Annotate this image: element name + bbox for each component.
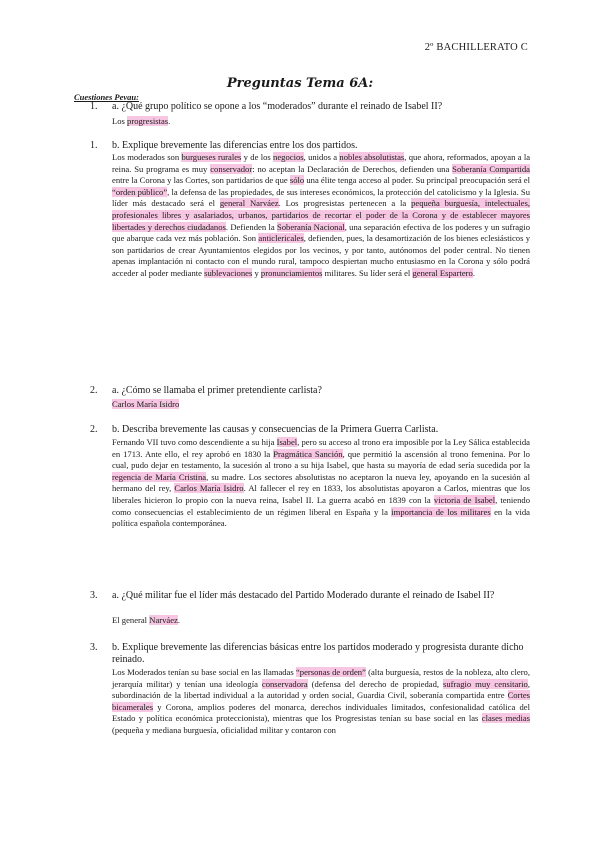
highlighted-text: regencia de María Cristina	[112, 471, 207, 482]
question-1a	[90, 101, 530, 113]
question-number: 2.	[90, 424, 98, 435]
highlighted-text: Carlos María Isidro	[112, 399, 180, 409]
answer-text: y	[252, 267, 261, 278]
question-1b	[90, 140, 530, 152]
answer-3a	[112, 615, 530, 627]
question-2b	[90, 424, 530, 436]
highlighted-text: conservadora	[261, 678, 308, 689]
highlighted-text: “personas de orden”	[295, 667, 366, 677]
answer-text: .	[177, 615, 181, 625]
answer-text: , defienden, pues, la desamortización de los bienes eclesiásticos y son partidarios de crear Ayuntamientos elegidos por los vecinos, y por tanto, autónomos del poder central. No tienen apenas implantación ni contacto con el mundo rural, tampoco despiertan mucho entusiasmo en la Corona y sólo podrá acceder al poder mediante	[112, 233, 531, 278]
answer-text: : no aceptan la Declaración de Derechos, defienden una	[252, 163, 453, 174]
answer-text: , pero su acceso al trono era imposible por la Ley Sálica establecida en 1713. Ante ello, el rey aprobó en 1830 la	[112, 437, 530, 459]
answer-1b	[112, 152, 530, 280]
highlighted-text: Carlos María Isidro	[174, 483, 244, 494]
highlighted-text: general Espartero	[412, 267, 473, 278]
highlighted-text: pequeña burguesía, intelectuales, profesionales libres y asalariados, urbanos, partidarios de recortar el poder de la Corona y de establecer mayores libertades y derechos ciudadanos	[112, 198, 530, 232]
answer-2b	[112, 437, 530, 530]
highlighted-text: negocios	[273, 152, 304, 162]
highlighted-text: anticlericales	[258, 233, 304, 244]
question-number: 1.	[90, 101, 98, 112]
answer-text: . Defienden la	[225, 221, 277, 232]
highlighted-text: general Narváez	[219, 198, 279, 209]
question-number: 3.	[90, 642, 98, 653]
answer-text: y de los	[241, 152, 274, 162]
highlighted-text: burgueses rurales	[181, 152, 242, 162]
highlighted-text: “orden público”	[112, 186, 168, 197]
answer-text: , unidos a	[303, 152, 340, 162]
answer-text: .	[168, 116, 171, 126]
highlighted-text: Soberanía Nacional	[276, 221, 345, 232]
answer-text: en la vida política española contemporánea.	[112, 506, 530, 529]
question-text: a. ¿Qué militar fue el líder más destacado del Partido Moderado durante el reinado de Isabel II?	[112, 590, 495, 601]
answer-3b	[112, 667, 530, 737]
answer-text: , teniendo como consecuencias el establecimiento de un régimen liberal en España y la	[112, 494, 530, 517]
highlighted-text: Narváez	[149, 615, 178, 625]
highlighted-text: sólo	[289, 175, 305, 186]
question-3b	[90, 642, 530, 666]
question-number: 1.	[90, 140, 98, 151]
answer-text: Los	[112, 116, 128, 126]
answer-text: una élite tenga acceso al poder. Su principal preocupación será el	[304, 175, 531, 186]
highlighted-text: victoria de Isabel	[433, 494, 496, 505]
answer-1a	[112, 116, 530, 128]
answer-text: .	[472, 267, 475, 278]
question-text: a. ¿Qué grupo político se opone a los “moderados” durante el reinado de Isabel II?	[112, 101, 443, 112]
question-number: 2.	[90, 385, 98, 396]
course-header: 2º BACHILLERATO C	[424, 42, 528, 53]
highlighted-text: pronunciamientos	[260, 267, 323, 278]
answer-text: , subordinación de la libertad individual a la autoridad y orden social, Guardia Civil, soberanía compartida entre	[112, 678, 530, 701]
answer-text: , la defensa de las propiedades, de sus intereses económicos, la protección del catolicismo y la Iglesia. Su líder más destacado será el	[112, 186, 530, 209]
page-title: Preguntas Tema 6A:	[226, 76, 374, 91]
answer-text: , que permitió la ascensión al trono femenina. Por lo cual, pudo dejar en testamento, la sucesión al trono a su hija Isabel, que hasta su mayoría de edad sería sucedida por la	[112, 448, 530, 471]
highlighted-text: Pragmática Sanción	[273, 448, 343, 459]
answer-text: (defensa del derecho de propiedad,	[307, 678, 444, 689]
answer-text: Fernando VII tuvo como descendiente a su hija	[112, 437, 277, 447]
answer-2a	[112, 399, 530, 411]
question-number: 3.	[90, 590, 98, 601]
answer-text: , que ahora, reformados, apoyan a la reina. Su programa es muy	[112, 152, 531, 174]
answer-text: . Al fallecer el rey en 1833, los absolutistas apoyaron a Carlos, mientras que los liberales hicieron lo propio con la nueva reina, Isabel II. La guerra acabó en 1839 con la	[112, 483, 530, 505]
answer-text: Los moderados son	[112, 152, 182, 162]
highlighted-text: sufragio muy censitario	[443, 678, 528, 689]
highlighted-text: clases medias	[481, 713, 530, 724]
answer-text: y Corona, amplios poderes del monarca, derechos individuales limitados, confesionalidad católica del Estado y política económica proteccionista), mientras que los Progresistas tenían su base social en las	[112, 701, 530, 724]
answer-text: entre la Corona y las Cortes, son partidarios de que	[112, 175, 290, 186]
highlighted-text: Cortes bicamerales	[112, 690, 530, 712]
highlighted-text: importancia de los militares	[391, 506, 491, 517]
question-text: b. Describa brevemente las causas y consecuencias de la Primera Guerra Carlista.	[112, 424, 439, 435]
question-text: b. Explique brevemente las diferencias entre los dos partidos.	[112, 140, 358, 151]
highlighted-text: progresistas	[127, 116, 169, 126]
question-2a	[90, 385, 530, 397]
answer-text: . Los progresistas pertenecen a la	[278, 198, 412, 209]
answer-text: militares. Su líder será el	[322, 267, 413, 278]
highlighted-text: sublevaciones	[204, 267, 253, 278]
question-text: b. Explique brevemente las diferencias básicas entre los partidos moderado y progresista durante dicho reinado.	[112, 642, 524, 665]
answer-text: El general	[112, 615, 150, 625]
highlighted-text: Isabel	[276, 437, 298, 447]
highlighted-text: conservador	[210, 163, 253, 174]
section-label: Cuestiones Pevau:	[74, 92, 139, 102]
question-text: a. ¿Cómo se llamaba el primer pretendiente carlista?	[112, 385, 322, 396]
answer-text: Los Moderados tenían su base social en las llamadas	[112, 667, 296, 677]
highlighted-text: nobles absolutistas	[339, 152, 405, 162]
answer-text: , una separación efectiva de los poderes y un sufragio que abarque cada vez más población. Son	[112, 221, 530, 244]
answer-text: (alta burguesía, restos de la nobleza, alto clero, jerarquía militar) y tenían una ideología	[112, 667, 530, 689]
highlighted-text: Soberanía Compartida	[452, 163, 530, 174]
answer-text: (pequeña y mediana burguesía, oficialidad militar y contaron con	[112, 724, 336, 735]
answer-text: , su madre. Los sectores absolutistas no aceptaron la nueva ley, apoyando en la sucesión al hermano del rey,	[112, 471, 530, 494]
question-3a	[90, 590, 530, 602]
